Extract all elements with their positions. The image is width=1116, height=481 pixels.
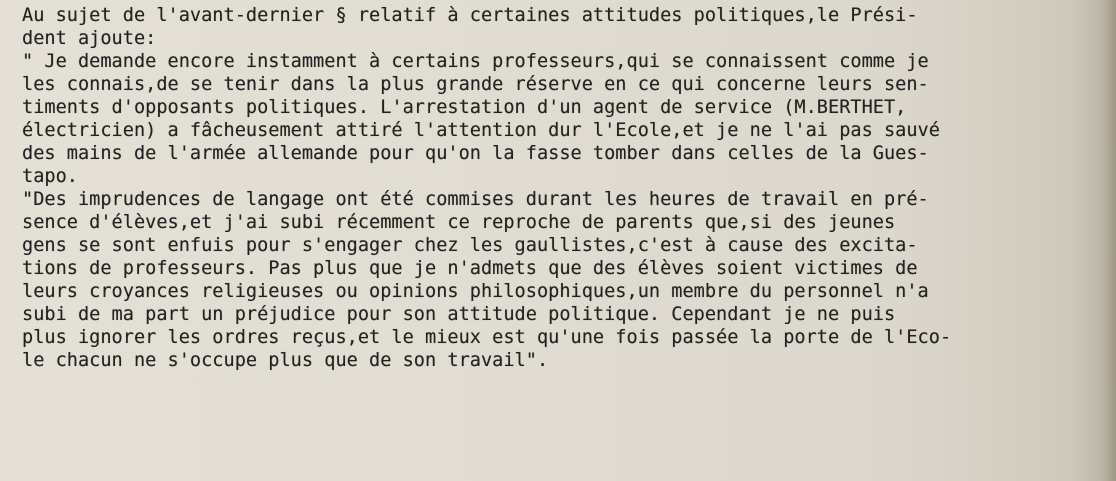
text-line: timents d'opposants politiques. L'arrestation d'un agent de service (M.BERTHET, xyxy=(22,97,907,118)
page-edge-shadow xyxy=(1102,0,1116,481)
text-line: dent ajoute: xyxy=(22,28,157,49)
text-line: "Des imprudences de langage ont été commises durant les heures de travail en pré- xyxy=(22,189,929,210)
text-line: électricien) a fâcheusement attiré l'attention dur l'Ecole,et je ne l'ai pas sauvé xyxy=(22,120,940,141)
text-line: les connais,de se tenir dans la plus grande réserve en ce qui concerne leurs sen- xyxy=(22,74,929,95)
text-line: sence d'élèves,et j'ai subi récemment ce reproche de parents que,si des jeunes xyxy=(22,212,896,233)
text-line: gens se sont enfuis pour s'engager chez les gaullistes,c'est à cause des excita- xyxy=(22,235,918,256)
text-line: Au sujet de l'avant-dernier § relatif à certaines attitudes politiques,le Prési- xyxy=(22,5,918,26)
text-line: " Je demande encore instamment à certains professeurs,qui se connaissent comme je xyxy=(22,51,929,72)
text-line: tions de professeurs. Pas plus que je n'admets que des élèves soient victimes de xyxy=(22,258,918,279)
text-line: des mains de l'armée allemande pour qu'on la fasse tomber dans celles de la Gues- xyxy=(22,143,929,164)
typed-text-block xyxy=(22,4,1112,372)
text-line: le chacun ne s'occupe plus que de son travail". xyxy=(22,350,549,371)
text-line: leurs croyances religieuses ou opinions philosophiques,un membre du personnel n'a xyxy=(22,281,929,302)
text-line: tapo. xyxy=(22,166,78,187)
text-line: plus ignorer les ordres reçus,et le mieux est qu'une fois passée la porte de l'Eco- xyxy=(22,327,952,348)
text-line: subi de ma part un préjudice pour son attitude politique. Cependant je ne puis xyxy=(22,304,896,325)
